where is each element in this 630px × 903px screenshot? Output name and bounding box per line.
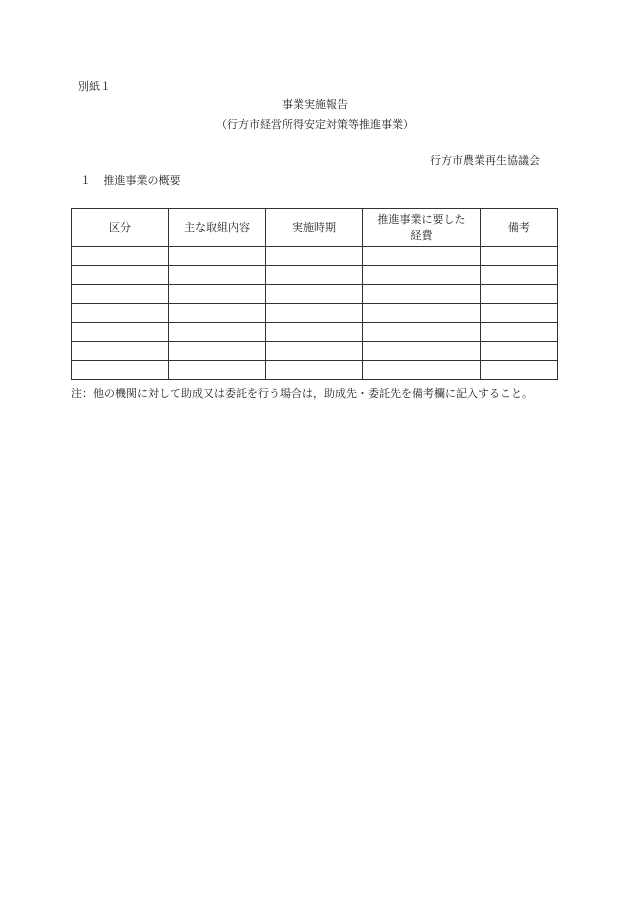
table-cell (481, 342, 558, 361)
table-cell (363, 342, 481, 361)
table-cell (266, 247, 363, 266)
table-cell (481, 304, 558, 323)
document-title: 事業実施報告 (282, 98, 348, 111)
table-body (72, 247, 558, 380)
table-cell (363, 304, 481, 323)
table-row (72, 304, 558, 323)
table-cell (266, 323, 363, 342)
table-cell (169, 361, 266, 380)
table-cell (266, 285, 363, 304)
section-number: １ (80, 174, 91, 187)
table-cell (266, 304, 363, 323)
table-cell (481, 247, 558, 266)
table-cell (363, 323, 481, 342)
table-cell (169, 247, 266, 266)
table-cell (169, 304, 266, 323)
table-cell (363, 247, 481, 266)
attachment-label: 別紙１ (78, 80, 111, 93)
header-remarks: 備考 (481, 209, 558, 247)
header-implementation-period: 実施時期 (266, 209, 363, 247)
table-row (72, 247, 558, 266)
table-cell (72, 266, 169, 285)
table-cell (266, 266, 363, 285)
organization-name: 行方市農業再生協議会 (430, 154, 540, 167)
table-cell (169, 323, 266, 342)
table-header-row (72, 209, 558, 247)
footnote: 注：他の機関に対して助成又は委託を行う場合は，助成先・委託先を備考欄に記入すること。 (71, 387, 533, 400)
document-subtitle: （行方市経営所得安定対策等推進事業） (216, 118, 414, 131)
section-title: 推進事業の概要 (103, 174, 181, 187)
table-cell (481, 266, 558, 285)
table-cell (481, 361, 558, 380)
table-row (72, 361, 558, 380)
table-row (72, 323, 558, 342)
table-cell (72, 304, 169, 323)
table-cell (72, 361, 169, 380)
table-cell (266, 361, 363, 380)
table-cell (266, 342, 363, 361)
summary-table (71, 208, 558, 380)
table-cell (72, 342, 169, 361)
table-cell (72, 285, 169, 304)
table-row (72, 342, 558, 361)
table-cell (363, 266, 481, 285)
header-main-activities: 主な取組内容 (169, 209, 266, 247)
table-cell (72, 247, 169, 266)
table-cell (363, 361, 481, 380)
table-cell (481, 323, 558, 342)
table-cell (169, 285, 266, 304)
section-heading (80, 174, 181, 188)
table-cell (72, 323, 169, 342)
table-row (72, 285, 558, 304)
table-cell (169, 342, 266, 361)
table-cell (363, 285, 481, 304)
header-category: 区分 (72, 209, 169, 247)
table-cell (169, 266, 266, 285)
header-expenses: 推進事業に要した経費 (363, 209, 481, 247)
table-cell (481, 285, 558, 304)
table-row (72, 266, 558, 285)
